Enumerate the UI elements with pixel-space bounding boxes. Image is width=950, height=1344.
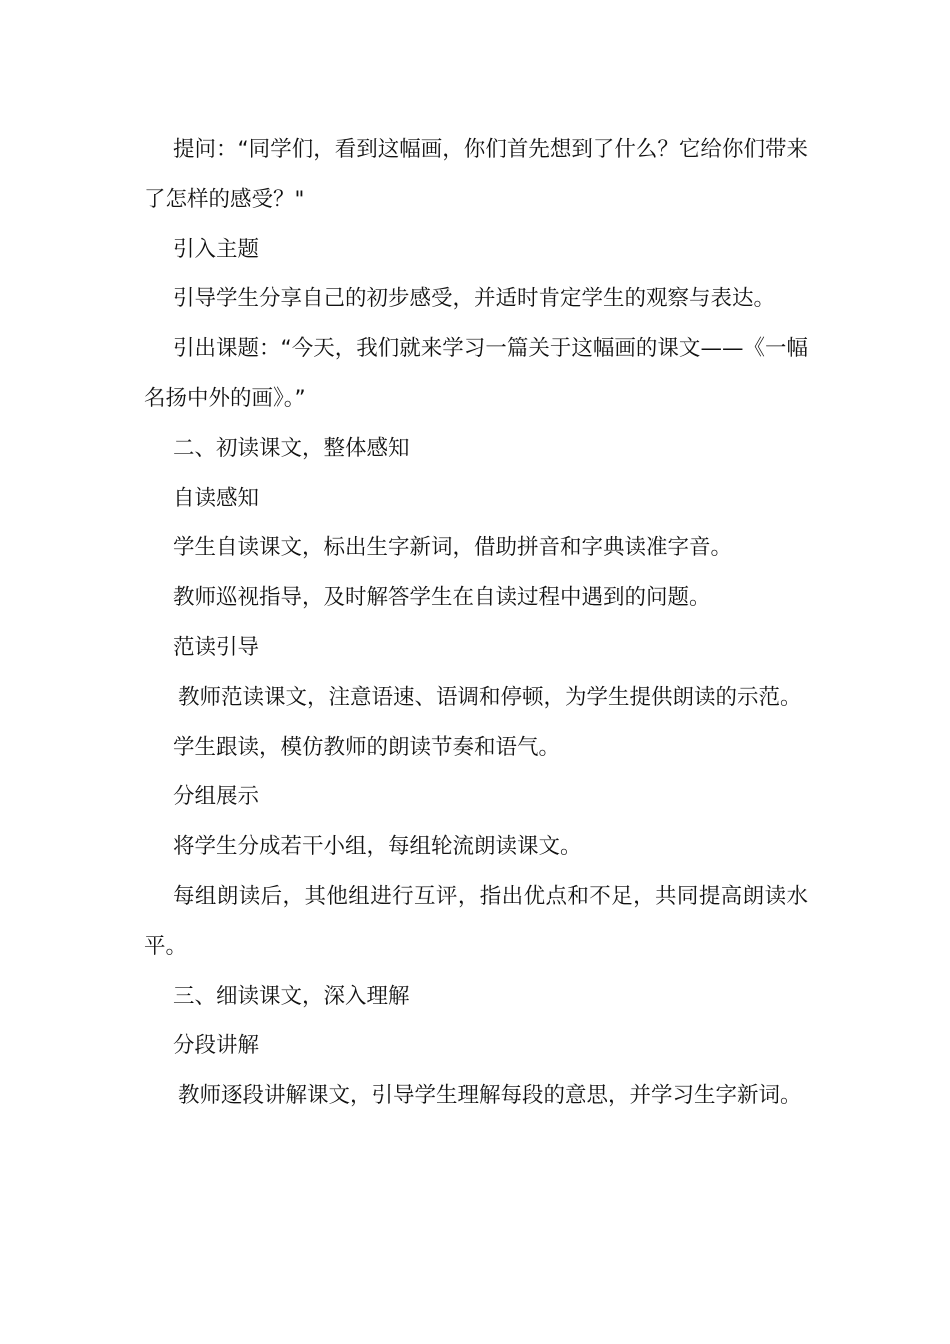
paragraph-share-feelings: 引导学生分享自己的初步感受，并适时肯定学生的观察与表达。 bbox=[173, 286, 776, 312]
heading-group-display: 分组展示 bbox=[173, 784, 260, 810]
section-heading-first-reading: 二、初读课文，整体感知 bbox=[173, 435, 410, 461]
paragraph-teacher-model-read: 教师范读课文，注意语速、语调和停顿，为学生提供朗读的示范。 bbox=[178, 684, 802, 710]
paragraph-question: 提问：“同学们，看到这幅画，你们首先想到了什么？它给你们带来了怎样的感受？" bbox=[144, 137, 808, 212]
paragraph-student-self-read: 学生自读课文，标出生字新词，借助拼音和字典读准字音。 bbox=[173, 535, 733, 561]
paragraph-group-read: 将学生分成若干小组，每组轮流朗读课文。 bbox=[173, 834, 582, 860]
document-page bbox=[144, 125, 808, 1121]
heading-self-reading: 自读感知 bbox=[173, 485, 260, 511]
paragraph-peer-review: 每组朗读后，其他组进行互评，指出优点和不足，共同提高朗读水平。 bbox=[144, 883, 808, 959]
paragraph-student-follow-read: 学生跟读，模仿教师的朗读节奏和语气。 bbox=[173, 734, 561, 760]
section-heading-close-reading: 三、细读课文，深入理解 bbox=[173, 983, 410, 1009]
heading-section-explanation: 分段讲解 bbox=[173, 1033, 260, 1059]
paragraph-teacher-guidance: 教师巡视指导，及时解答学生在自读过程中遇到的问题。 bbox=[173, 585, 711, 611]
paragraph-lesson-title: 引出课题：“今天，我们就来学习一篇关于这幅画的课文——《一幅名扬中外的画》。” bbox=[144, 336, 808, 411]
heading-model-reading: 范读引导 bbox=[173, 634, 260, 660]
paragraph-teacher-explains: 教师逐段讲解课文，引导学生理解每段的意思，并学习生字新词。 bbox=[178, 1083, 802, 1109]
heading-introduce-theme: 引入主题 bbox=[173, 236, 260, 262]
